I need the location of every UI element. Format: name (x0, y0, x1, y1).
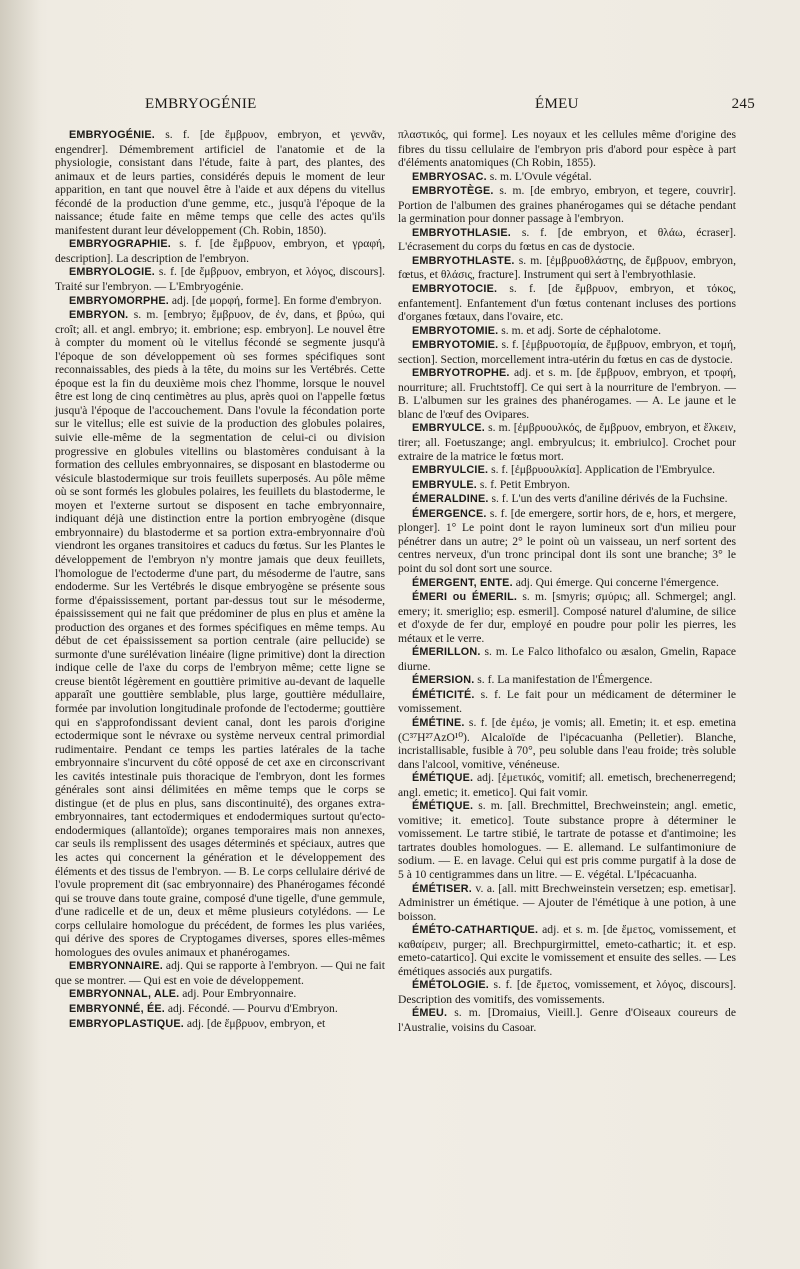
entry-headword: ÉMÉTOLOGIE. (412, 979, 489, 992)
dictionary-entry (398, 170, 736, 185)
dictionary-entry (398, 799, 736, 881)
entry-headword: EMBRYOGRAPHIE. (69, 238, 171, 251)
entry-headword: ÉMÉTIQUE. (412, 800, 474, 813)
right-column (398, 128, 736, 1035)
entry-headword: EMBRYOPLASTIQUE. (69, 1017, 184, 1030)
dictionary-entry (398, 978, 736, 1006)
dictionary-entry (398, 688, 736, 716)
entry-headword: ÉMERGENT, ENTE. (412, 576, 513, 589)
entry-headword: EMBRYOTÈGE. (412, 185, 494, 198)
entry-text: adj. et s. m. [de ἔμβρυον, embryon, et τροφή, nourriture; all. Fruchtstoff]. Ce qui sert à la nourriture de l'embryon. — B. L'albumen sur les graines des phanérogames. — A. Le jaune et le blanc de l'œuf des Ovipares. (398, 366, 736, 421)
dictionary-entry (398, 463, 736, 478)
entry-text: s. f. [de ἔμβρυον, embryon, et λόγος, discours]. Traité sur l'embryon. — L'Embryogénie. (55, 265, 385, 294)
entry-headword: EMBRYONNAIRE. (69, 960, 163, 973)
left-column (55, 128, 385, 1031)
entry-text: adj. Qui se rapporte à l'embryon. — Qui ne fait que se montrer. — Qui est en voie de développement. (55, 959, 385, 987)
entry-headword: EMBRYULCE. (412, 422, 485, 435)
gutter-shadow (0, 0, 40, 1269)
dictionary-entry (398, 478, 736, 493)
dictionary-entry (55, 237, 385, 265)
dictionary-entry (55, 1002, 385, 1017)
dictionary-entry (398, 128, 736, 170)
entry-headword: EMBRYONNAL, ALE. (69, 988, 180, 1001)
entry-headword: ÉMERGENCE. (412, 507, 487, 520)
entry-text: s. f. Petit Embryon. (476, 477, 571, 491)
entry-headword: EMBRYOMORPHE. (69, 294, 169, 307)
dictionary-entry (398, 254, 736, 282)
entry-text: s. m. Le Falco lithofalco ou æsalon, Gmelin, Rapace diurne. (398, 645, 736, 673)
dictionary-entry (398, 282, 736, 324)
dictionary-entry (398, 771, 736, 799)
entry-headword: ÉMERI ou ÉMERIL. (412, 591, 518, 604)
dictionary-entry (55, 308, 385, 959)
entry-text: s. f. [de ἔμβρυον, embryon, et γεννᾶν, engendrer]. Démembrement artificiel de l'anatomie et de la physiologie, consistant dans l'étude, faite à part, des plantes, des animaux et de leurs parties, considérés depuis le moment de leur apparition, en tant que nouvel être à l'aide et aux dépens du vitellus fécondé de la production d'une gemme, etc., jusqu'à l'époque de la naissance; étude faite en même temps que celle des actes qu'ils manifestent durant leur développement (Ch. Robin, 1850). (55, 128, 385, 237)
entry-text: s. f. [de emergere, sortir hors, de e, hors, et mergere, plonger]. 1° Le point dont le rayon lumineux sort d'un milieu pour pénétrer dans un autre; 2° le point où un vaisseau, un nerf sortent des centres nerveux, d'un tronc principal dont ils sont une branche; 3° le point du sol dont sort une source. (398, 506, 736, 575)
dictionary-entry (398, 576, 736, 591)
entry-text: s. m. [ἐμβρυοθλάστης, de ἔμβρυον, embryon, fœtus, et θλάσις, fracture]. Instrument qui sert à l'embryothlasie. (398, 253, 736, 282)
entry-text: adj. Pour Embryonnaire. (179, 987, 297, 1001)
entry-text: s. f. La manifestation de l'Émergence. (474, 673, 653, 687)
entry-headword: ÉMÉTINE. (412, 716, 465, 729)
dictionary-entry (398, 716, 736, 771)
entry-text: s. f. [de embryon, et θλάω, écraser]. L'écrasement du corps du fœtus en cas de dystocie. (398, 225, 736, 254)
entry-headword: ÉMERILLON. (412, 646, 481, 659)
entry-text: s. m. [ἐμβρυουλκός, de ἔμβρυον, embryon, et ἕλκειν, tirer; all. Foetuszange; angl. embryulcus; it. embriulco]. Crochet pour extraire de la matrice le fœtus mort. (398, 421, 736, 463)
running-head-center: ÉMEU (535, 96, 579, 112)
entry-headword: EMBRYOTOCIE. (412, 283, 498, 296)
entry-headword: ÉMÉTIQUE. (412, 772, 474, 785)
dictionary-entry (398, 1006, 736, 1034)
dictionary-entry (398, 421, 736, 463)
dictionary-entry (398, 645, 736, 673)
entry-headword: EMBRYOSAC. (412, 170, 487, 183)
entry-text: s. m. L'Ovule végétal. (486, 169, 592, 183)
entry-text: s. m. [smyris; σμύρις; all. Schmergel; angl. emery; it. smeriglio; esp. esmeril]. Composé naturel d'alumine, de silice et d'oxyde de fer dur, employé en poudre pour polir les pierres, les métaux et le verre. (398, 590, 736, 645)
entry-headword: ÉMERSION. (412, 674, 475, 687)
entry-headword: EMBRYOTHLASIE. (412, 226, 511, 239)
entry-text: adj. [de μορφή, forme]. En forme d'embryon. (168, 293, 382, 307)
entry-headword: ÉMÉTO-CATHARTIQUE. (412, 924, 539, 937)
dictionary-entry (55, 987, 385, 1002)
entry-text: adj. Qui émerge. Qui concerne l'émergence. (512, 575, 719, 589)
dictionary-entry (55, 959, 385, 987)
entry-headword: EMBRYULE. (412, 478, 477, 491)
entry-text: πλαστικός, qui forme]. Les noyaux et les cellules même d'origine des fibres du tissu cellulaire de l'embryon pris d'abord pour espèce à part d'éléments anatomiques (Ch Robin, 1855). (398, 128, 736, 170)
entry-headword: EMBRYOTOMIE. (412, 324, 499, 337)
dictionary-entry (398, 324, 736, 339)
entry-text: s. m. [de embryo, embryon, et tegere, couvrir]. Portion de l'albumen des graines phanérogames qui se détache pendant la germination pour donner passage à l'embryon. (398, 184, 736, 226)
dictionary-entry (398, 226, 736, 254)
dictionary-entry (398, 882, 736, 924)
entry-headword: ÉMÉTICITÉ. (412, 688, 475, 701)
dictionary-entry (398, 590, 736, 645)
entry-text: s. f. Le fait pour un médicament de déterminer le vomissement. (398, 687, 736, 716)
dictionary-entry (398, 184, 736, 226)
entry-text: s. f. [de ἐμέω, je vomis; all. Emetin; it. et esp. emetina (C³⁷H²⁷AzO¹⁰). Alcaloïde de l'ipécacuanha (Pelletier). Blanche, incristallisable, fusible à 70°, peu soluble dans l'eau froide; très soluble dans l'alcool, vomitive, vénéneuse. (398, 715, 736, 771)
running-head-left: EMBRYOGÉNIE (145, 96, 257, 112)
entry-headword: ÉMÉTISER. (412, 882, 472, 895)
dictionary-entry (55, 128, 385, 237)
entry-text: s. f. [ἐμβρυουλκία]. Application de l'Embryulce. (488, 463, 716, 477)
entry-headword: ÉMERALDINE. (412, 493, 489, 506)
entry-text: s. f. [de ἔμβρυον, embryon, et τόκος, enfantement]. Enfantement d'un fœtus contenant incluses des portions d'organes fœtaux, dans l'ovaire, etc. (398, 282, 736, 324)
running-head (55, 96, 755, 116)
dictionary-entry (55, 265, 385, 293)
entry-headword: ÉMEU. (412, 1007, 448, 1020)
entry-headword: EMBRYOLOGIE. (69, 266, 155, 279)
dictionary-entry (398, 923, 736, 978)
entry-text: s. f. L'un des verts d'aniline dérivés de la Fuchsine. (488, 492, 728, 506)
page-number: 245 (731, 96, 755, 112)
entry-headword: EMBRYULCIE. (412, 464, 489, 477)
entry-headword: EMBRYON. (69, 309, 129, 322)
entry-headword: EMBRYOTHLASTE. (412, 254, 515, 267)
entry-text: s. m. [Dromaius, Vieill.]. Genre d'Oiseaux coureurs de l'Australie, voisins du Casoar. (398, 1006, 736, 1034)
entry-headword: EMBRYOTROPHE. (412, 367, 510, 380)
dictionary-entry (398, 338, 736, 366)
entry-text: s. m. [embryo; ἔμβρυον, de ἐν, dans, et βρύω, qui croît; all. et angl. embryo; it. embrione; esp. embryon]. Le nouvel être à compter du moment où le vitellus fécondé se segmente jusqu'à l'époque de son développement où ses formes spécifiques sont reconnaissables, des pieds à la tête, du moins sur les Vertébrés. Cette époque est la fin du deuxième mois chez l'homme, lorsque le nouvel être est long de cinq centimètres au plus, après quoi on l'appelle fœtus jusqu'à l'époque de l'accouchement. Dans l'ovule la fécondation porte sur le vitellus; elle est suivie de la production des globules polaires, suivie elle-même de la segmentation de celui-ci ou division progressive en globules vitellins ou blastomères conduisant à la formation des cellules embryonnaires, se disposant en blastoderme ou vésicule blastodermique sur trois feuillets superposés. Au pôle même où se sont formés les globules polaires, les feuillets du blastoderme, le moyen et l'externe surtout se disposent en tache embryonnaire, indiquant déjà une distinction entre la portion embryogène (disque embryonnaire) du blastoderme et sa portion extra-embryonnaire d'où viendront les organes transitoires et caducs du fœtus. Sur les Plantes le développement de l'embryon n'y montre jamais que deux feuillets, l'homologue de l'ectoderme d'une part, du mésoderme de l'autre, sans endoderme. Sur les Vertébrés le disque embryogène se présente sous forme d'épaississement, portant par-dessus tout sur le mésoderme, épaississement qui ne fait que prédominer de plus en plus et amène la production des organes et des formes spécifiques en même temps. Au début de cet épaississement sa portion centrale (aire pellucide) se surmonte d'une surélévation linéaire (ligne primitive) dont la direction indique celle de l'axe du corps de l'embryon même; cette ligne se creuse bientôt légèrement en gouttière primitive au-devant de laquelle apparaît une gouttière semblable, plus large, gouttière médullaire, formée par involution longitudinale profonde de l'ectoderme; gouttière qui en s'approfondissant devient canal, dont les parois d'origine ectodermique sont le névraxe ou système nerveux central primordial rudimentaire. Pendant ce temps les parties latérales de la tache embryonnaire s'incurvent du côté opposé de cet axe en circonscrivant les cavités intestinale puis thoracique de l'embryon, dont les formes générales sont ainsi délimitées en même temps que le corps se distingue (et de plus en plus, sans discontinuité), des organes extra-embryonnaires, tant ectodermiques et endodermiques surtout qu'ecto-endodermiques (allantoïde); organes temporaires mais non annexes, car seuls ils remplissent des usages déterminés et spéciaux, autres que les actes qui concernent la génération et le développement des éléments et des tissus de l'embryon. — B. Le corps cellulaire dérivé de l'ovule proprement dit (sac embryonnaire) des Phanérogames fécondé qui se trouve dans toute graine, composé d'une tigelle, d'une gemmule, d'une radicelle et de un, deux et même plusieurs cotylédons. — Le corps cellulaire homologue du précédent, de formes les plus variées, qui dérive des spores de Cryptogames diverses, spores elles-mêmes homologues des ovules animaux et phanérogames. (55, 308, 385, 959)
entry-text: adj. [de ἔμβρυον, embryon, et (183, 1016, 326, 1030)
entry-text: s. f. [ἐμβρυοτομία, de ἔμβρυον, embryon, et τομή, section]. Section, morcellement intra-utérin du fœtus en cas de dystocie. (398, 338, 736, 366)
entry-headword: EMBRYOTOMIE. (412, 339, 499, 352)
entry-text: adj. [ἐμετικός, vomitif; all. emetisch, brechenerregend; angl. emetic; it. emetico]. Qui fait vomir. (398, 771, 736, 799)
entry-text: adj. Fécondé. — Pourvu d'Embryon. (165, 1002, 338, 1015)
dictionary-entry (398, 366, 736, 421)
entry-text: s. m. [all. Brechmittel, Brechweinstein; angl. emetic, vomitive; it. emetico]. Toute substance propre à déterminer le vomissement. Le tartre stibié, le tartrate de potasse et d'antimoine; les tartrates doubles homologues. — E. allemand. Le sulfantimoniure de sodium. — E. en lavage. Celui qui est pris comme purgatif à la dose de 5 à 10 centigrammes dans un litre. — E. végétal. L'Ipécacuanha. (398, 799, 736, 881)
dictionary-entry (398, 492, 736, 507)
entry-headword: EMBRYOGÉNIE. (69, 129, 155, 141)
dictionary-entry (398, 673, 736, 688)
dictionary-entry (55, 294, 385, 309)
entry-text: v. a. [all. mitt Brechweinstein versetzen; esp. emetisar]. Administrer un émétique. — Ajouter de l'émétique à une potion, à une boisson. (398, 881, 736, 923)
entry-text: s. f. [de ἔμετος, vomissement, et λόγος, discours]. Description des vomitifs, des vomissements. (398, 978, 736, 1006)
dictionary-entry (398, 507, 736, 576)
entry-text: s. m. et adj. Sorte de céphalotome. (498, 323, 661, 337)
dictionary-entry (55, 1017, 385, 1032)
entry-text: adj. et s. m. [de ἔμετος, vomissement, et καθαίρειν, purger; all. Brechpurgirmittel, emeto-cathartic; it. et esp. emeto-catartico]. Qui excite le vomissement et ensuite des selles. — Les émétiques associés aux purgatifs. (398, 923, 736, 978)
entry-headword: EMBRYONNÉ, ÉE. (69, 1003, 165, 1015)
entry-text: s. f. [de ἔμβρυον, embryon, et γραφή, description]. La description de l'embryon. (55, 237, 385, 265)
